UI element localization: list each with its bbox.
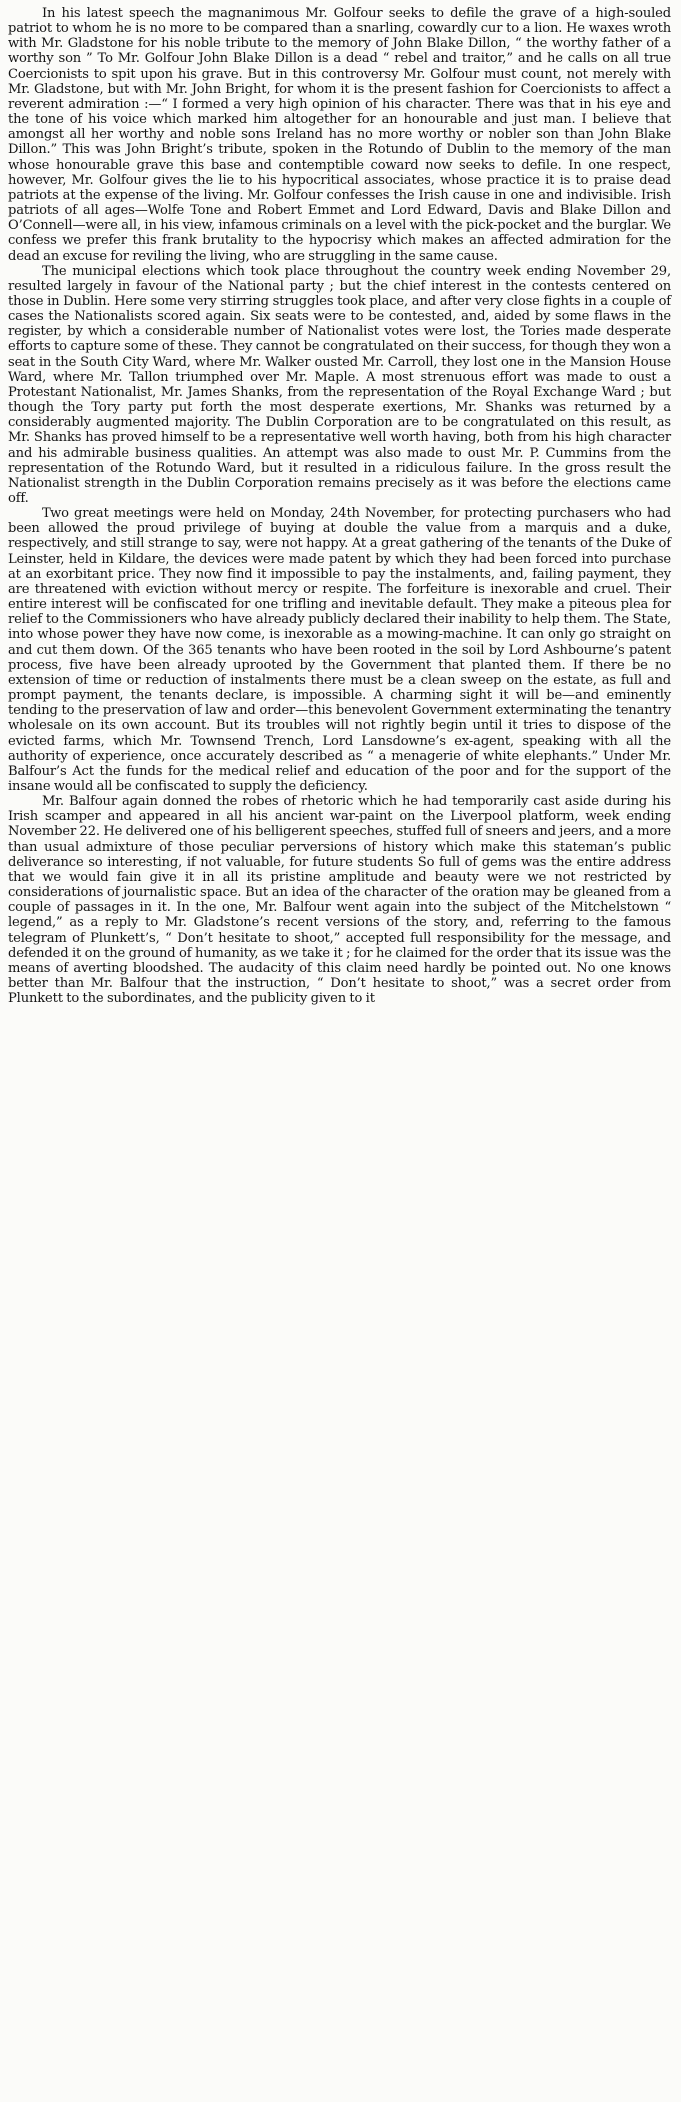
paragraph-municipal-elections: The municipal elections which took place throughout the country week ending November 29, resulted largely in favour of the National party ; but the chief interest in the contests centered on those in Dublin. Here some very stirring struggles took place, and after very close fights in a couple of cases the Nationalists scored again. Six seats were to be contested, and, aided by some flaws in the register, by which a considerable number of Nationalist votes were lost, the Tories made desperate efforts to capture some of these. They cannot be congratulated on their success, for though they won a seat in the South City Ward, where Mr. Walker ousted Mr. Carroll, they lost one in the Mansion House Ward, where Mr. Tallon triumphed over Mr. Maple. A most strenuous effort was made to oust a Protestant Nationalist, Mr. James Shanks, from the representation of the Royal Exchange Ward ; but though the Tory party put forth the most desperate exertions, Mr. Shanks was returned by a considerably augmented majority. The Dublin Corporation are to be congratulated on this result, as Mr. Shanks has proved himself to be a representative well worth having, both from his high character and his admirable business qualities. An attempt was also made to oust Mr. P. Cummins from the representation of the Rotundo Ward, but it resulted in a ridiculous failure. In the gross result the Nationalist strength in the Dublin Corporation remains precisely as it was before the elections came off. xyxy=(8,263,671,506)
paragraph-golfour-dillon: In his latest speech the magnanimous Mr. Golfour seeks to defile the grave of a high-souled patriot to whom he is no more to be compared than a snarling, cowardly cur to a lion. He waxes wroth with Mr. Gladstone for his noble tribute to the memory of John Blake Dillon, “ the worthy father of a worthy son ” To Mr. Golfour John Blake Dillon is a dead “ rebel and traitor,” and he calls on all true Coercionists to spit upon his grave. But in this controversy Mr. Golfour must count, not merely with Mr. Gladstone, but with Mr. John Bright, for whom it is the present fashion for Coercionists to affect a reverent admiration :—“ I formed a very high opinion of his character. There was that in his eye and the tone of his voice which marked him altogether for an honourable and just man. I believe that amongst all her worthy and noble sons Ireland has no more worthy or nobler son than John Blake Dillon.” This was John Bright’s tribute, spoken in the Rotundo of Dublin to the memory of the man whose honourable grave this base and contemptible coward now seeks to defile. In one respect, however, Mr. Golfour gives the lie to his hypocritical associates, whose practice it is to praise dead patriots at the expense of the living. Mr. Golfour confesses the Irish cause in one and indivisible. Irish patriots of all ages—Wolfe Tone and Robert Emmet and Lord Edward, Davis and Blake Dillon and O’Connell—were all, in his view, infamous criminals on a level with the pick-pocket and the burglar. We confess we prefer this frank brutality to the hypocrisy which makes an affected admiration for the dead an excuse for reviling the living, who are struggling in the same cause. xyxy=(8,6,671,264)
paragraph-tenant-meetings: Two great meetings were held on Monday, 24th November, for protecting purchasers who had been allowed the proud privilege of buying at double the value from a marquis and a duke, respectively, and still strange to say, were not happy. At a great gathering of the tenants of the Duke of Leinster, held in Kildare, the devices were made patent by which they had been forced into purchase at an exorbitant price. They now find it impossible to pay the instalments, and, failing payment, they are threatened with eviction without mercy or respite. The forfeiture is inexorable and cruel. Their entire interest will be confiscated for one trifling and inevitable default. They make a piteous plea for relief to the Commissioners who have already publicly declared their inability to help them. The State, into whose power they have now come, is inexorable as a mowing-machine. It can only go straight on and cut them down. Of the 365 tenants who have been rooted in the soil by Lord Ashbourne’s patent process, five have been already uprooted by the Government that planted them. If there be no extension of time or reduction of instalments there must be a clean sweep on the estate, as full and prompt payment, the tenants declare, is impossible. A charming sight it will be—and eminently tending to the preservation of law and order—this benevolent Government exterminating the tenantry wholesale on its own account. But its troubles will not rightly begin until it tries to dispose of the evicted farms, which Mr. Townsend Trench, Lord Lansdowne’s ex-agent, speaking with all the authority of experience, once accurately described as “ a menagerie of white elephants.” Under Mr. Balfour’s Act the funds for the medical relief and education of the poor and for the support of the insane would all be confiscated to supply the deficiency. xyxy=(8,506,671,794)
paragraph-balfour-liverpool: Mr. Balfour again donned the robes of rhetoric which he had temporarily cast aside during his Irish scamper and appeared in all his ancient war-paint on the Liverpool platform, week ending November 22. He delivered one of his belligerent speeches, stuffed full of sneers and jeers, and a more than usual admixture of those peculiar perversions of history which make this stateman’s public deliverance so interesting, if not valuable, for future students So full of gems was the entire address that we would fain give it in all its pristine amplitude and beauty were we not restricted by considerations of journalistic space. But an idea of the character of the oration may be gleaned from a couple of passages in it. In the one, Mr. Balfour went again into the subject of the Mitchelstown “ legend,” as a reply to Mr. Gladstone’s recent versions of the story, and, referring to the famous telegram of Plunkett’s, “ Don’t hesitate to shoot,” accepted full responsibility for the message, and defended it on the ground of humanity, as we take it ; for he claimed for the order that its issue was the means of averting bloodshed. The audacity of this claim need hardly be pointed out. No one knows better than Mr. Balfour that the instruction, “ Don’t hesitate to shoot,” was a secret order from Plunkett to the subordinates, and the publicity given to it xyxy=(8,794,671,1007)
